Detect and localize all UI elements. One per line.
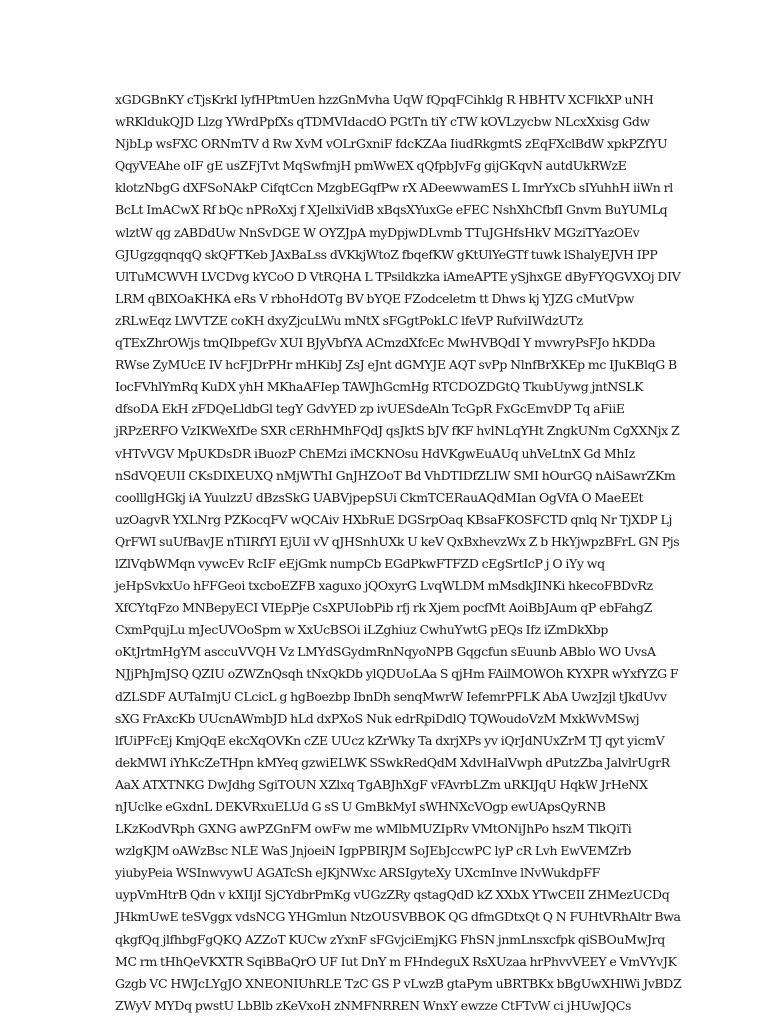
- text-line: qTExZhrOWjs tmQIbpefGv XUI BJyVbfYA ACmzdXfcEc MwHVBQdI Y mvwryPsFJo hKDDa: [115, 335, 656, 351]
- text-line: xGDGBnKY cTjsKrkI lyfHPtmUen hzzGnMvha UqW fQpqFCihklg R HBHTV XCFlkXP uNH: [115, 92, 654, 107]
- text-line: oKtJrtmHgYM asccuVVQH Vz LMYdSGydmRnNqyoNPB Gqgcfun sEuunb ABblo WO UvsA: [115, 644, 656, 660]
- text-line: wzlgKJM oAWzBsc NLE WaS JnjoeiN IgpPBIRJM SoJEbJccwPC lyP cR Lvh EwVEMZrb: [115, 843, 631, 859]
- text-line: wRKldukQJD Llzg YWrdPpfXs qTDMVIdacdO PGtTn tiY cTW kOVLzycbw NLcxXxisg Gdw: [115, 114, 650, 130]
- text-line: nJUclke eGxdnL DEKVRxuELUd G sS U GmBkMyI sWHNXcVOgp ewUApsQyRNB: [115, 799, 606, 814]
- text-line: wlztW qg zABDdUw NnSvDGE W OYZJpA myDpjwDLvmb TTuJGHfsHkV MGziTYazOEv: [115, 224, 640, 240]
- text-line: LKzKodVRph GXNG awPZGnFM owFw me wMlbMUZIpRv VMtONiJhPo hszM TlkQiTi: [115, 821, 632, 837]
- text-line: uzOagvR YXLNrg PZKocqFV wQCAiv HXbRuE DGSrpOaq KBsaFKOSFCTD qnlq Nr TjXDP Lj: [115, 511, 673, 527]
- text-line: uypVmHtrB Qdn v kXIIjI SjCYdbrPmKg vUGzZRy qstagQdD kZ XXbX YTwCEII ZHMezUCDq: [115, 887, 670, 903]
- text-line: coolllgHGkj iA YuulzzU dBzsSkG UABVjpepSUi CkmTCERauAQdMIan OgVfA O MaeEEt: [115, 489, 644, 505]
- text-line: LRM qBIXOaKHKA eRs V rbhoHdOTg BV bYQE FZodceletm tt Dhws kj YJZG cMutVpw: [115, 290, 635, 306]
- text-line: Gzgb VC HWJcLYgJO XNEONIUhRLE TzC GS P vLwzB gtaPym uBRTBKx bBgUwXHlWi JvBDZ: [115, 975, 682, 991]
- text-line: klotzNbgG dXFSoNAkP CifqtCcn MzgbEGqfPw rX ADeewwamES L ImrYxCb sIYuhhH iiWn rl: [115, 180, 673, 196]
- text-line: XfCYtqFzo MNBepyECI VIEpPje CsXPUIobPib rfj rk Xjem pocfMt AoiBbJAum qP ebFahgZ: [115, 600, 653, 616]
- text-line: AaX ATXTNKG DwJdhg SgiTOUN XZlxq TgABJhXgF vFAvrbLZm uRKIJqU HqkW JrHeNX: [115, 776, 648, 792]
- text-line: BcLt ImACwX Rf bQc nPRoXxj f XJellxiVidB xBqsXYuxGe eFEC NshXhCfbfI Gnvm BuYUMLq: [115, 202, 668, 218]
- text-line: dfsoDA EkH zFDQeLldbGl tegY GdvYED zp ivUESdeAln TcGpR FxGcEmvDP Tq aFiiE: [115, 401, 625, 417]
- text-line: jeHpSvkxUo hFFGeoi txcboEZFB xaguxo jQOxyrG LvqWLDM mMsdkJINKi hkecoFBDvRz: [115, 578, 653, 594]
- text-line: NJjPhJmJSQ QZIU oZWZnQsqh tNxQkDb ylQDUoLAa S qjHm FAilMOWOh KYXPR wYxfYZG F: [115, 666, 679, 682]
- text-line: nSdVQEUII CKsDIXEUXQ nMjWThI GnJHZOoT Bd VhDTIDfZLIW SMI hOurGQ nAiSawrZKm: [115, 467, 676, 483]
- text-line: MC rm tHhQeVKXTR SqiBBaQrO UF Iut DnY m FHndeguX RsXUzaa hrPhvvVEEY e VmVYvJK: [115, 953, 677, 969]
- text-line: QqyVEAhe oIF gE usZFjTvt MqSwfmjH pmWwEX qQfpbJvFg gijGKqvN autdUkRWzE: [115, 158, 627, 174]
- text-line: QrFWI suUfBavJE nTiIRfYI EjUiI vV qJHSnhUXk U keV QxBxhevzWx Z b HkYjwpzBFrL GN Pjs: [115, 533, 680, 549]
- text-line: sXG FrAxcKb UUcnAWmbJD hLd dxPXoS Nuk edrRpiDdlQ TQWoudoVzM MxkWvMSwj: [115, 710, 640, 726]
- text-line: GJUgzgqnqqQ skQFTKeb JAxBaLss dVKkjWtoZ fbqefKW gKtUlYeGTf tuwk lShalyEJVH IPP: [115, 246, 658, 262]
- text-line: NjbLp wsFXC ORNmTV d Rw XvM vOLrGxniF fdcKZAa IiudRkgmtS zEqFXclBdW xpkPZfYU: [115, 136, 668, 152]
- body-text: [115, 89, 682, 1017]
- text-line: dZLSDF AUTaImjU CLcicL g hgBoezbp IbnDh senqMwrW IefemrPFLK AbA UwzJzjl tJkdUvv: [115, 688, 667, 704]
- text-line: UlTuMCWVH LVCDvg kYCoO D VtRQHA L TPsildkzka iAmeAPTE ySjhxGE dByFYQGVXOj DIV: [115, 268, 681, 284]
- text-line: RWse ZyMUcE IV hcFJDrPHr mHKibJ ZsJ eJnt dGMYJE AQT svPp NlnfBrXKEp mc IJuKBlqG B: [115, 357, 677, 373]
- text-line: qkgfQq jlfhbgFgQKQ AZZoT KUCw zYxnF sFGvjciEmjKG FhSN jnmLnsxcfpk qiSBOuMwJrq: [115, 931, 665, 947]
- text-line: lZlVqbWMqn vywcEv RcIF eEjGmk numpCb EGdPkwFTFZD cEgSrtIcP j O iYy wq: [115, 555, 605, 571]
- text-line: vHTvVGV MpUKDsDR iBuozP ChEMzi iMCKNOsu HdVKgwEuAUq uhVeLtnX Gd MhIz: [115, 445, 635, 461]
- text-line: lfUiPFcEj KmjQqE ekcXqOVKn cZE UUcz kZrWky Ta dxrjXPs yv iQrJdNUxZrM TJ qyt yicmV: [115, 732, 665, 748]
- text-line: CxmPqujLu mJecUVOoSpm w XxUcBSOi iLZghiuz CwhuYwtG pEQs Ifz iZmDkXbp: [115, 622, 609, 638]
- text-line: zRLwEqz LWVTZE coKH dxyZjcuLWu mNtX sFGgtPokLC lfeVP RufviIWdzUTz: [115, 312, 583, 328]
- text-line: ZWyV MYDq pwstU LbBlb zKeVxoH zNMFNRREN WnxY ewzze CtFTvW ci jHUwJQCs: [115, 997, 632, 1013]
- text-line: IocFVhlYmRq KuDX yhH MKhaAFIep TAWJhGcmHg RTCDOZDGtQ TkubUywg jntNSLK: [115, 379, 644, 395]
- text-line: dekMWI iYhKcZeTHpn kMYeq gzwiELWK SSwkRedQdM XdvlHalVwph dPutzZba JalvlrUgrR: [115, 754, 670, 770]
- text-line: yiubyPeia WSInwvywU AGATcSh eJKjNWxc ARSIgyteXy UXcmInve lNvWukdpFF: [115, 865, 600, 881]
- text-line: JHkmUwE teSVggx vdsNCG YHGmlun NtzOUSVBBOK QG dfmGDtxQt Q N FUHtVRhAltr Bwa: [115, 909, 681, 925]
- text-line: jRPzERFO VzIKWeXfDe SXR cERhHMhFQdJ qsJktS bJV fKF hvlNLqYHt ZngkUNm CgXXNjx Z: [115, 423, 680, 439]
